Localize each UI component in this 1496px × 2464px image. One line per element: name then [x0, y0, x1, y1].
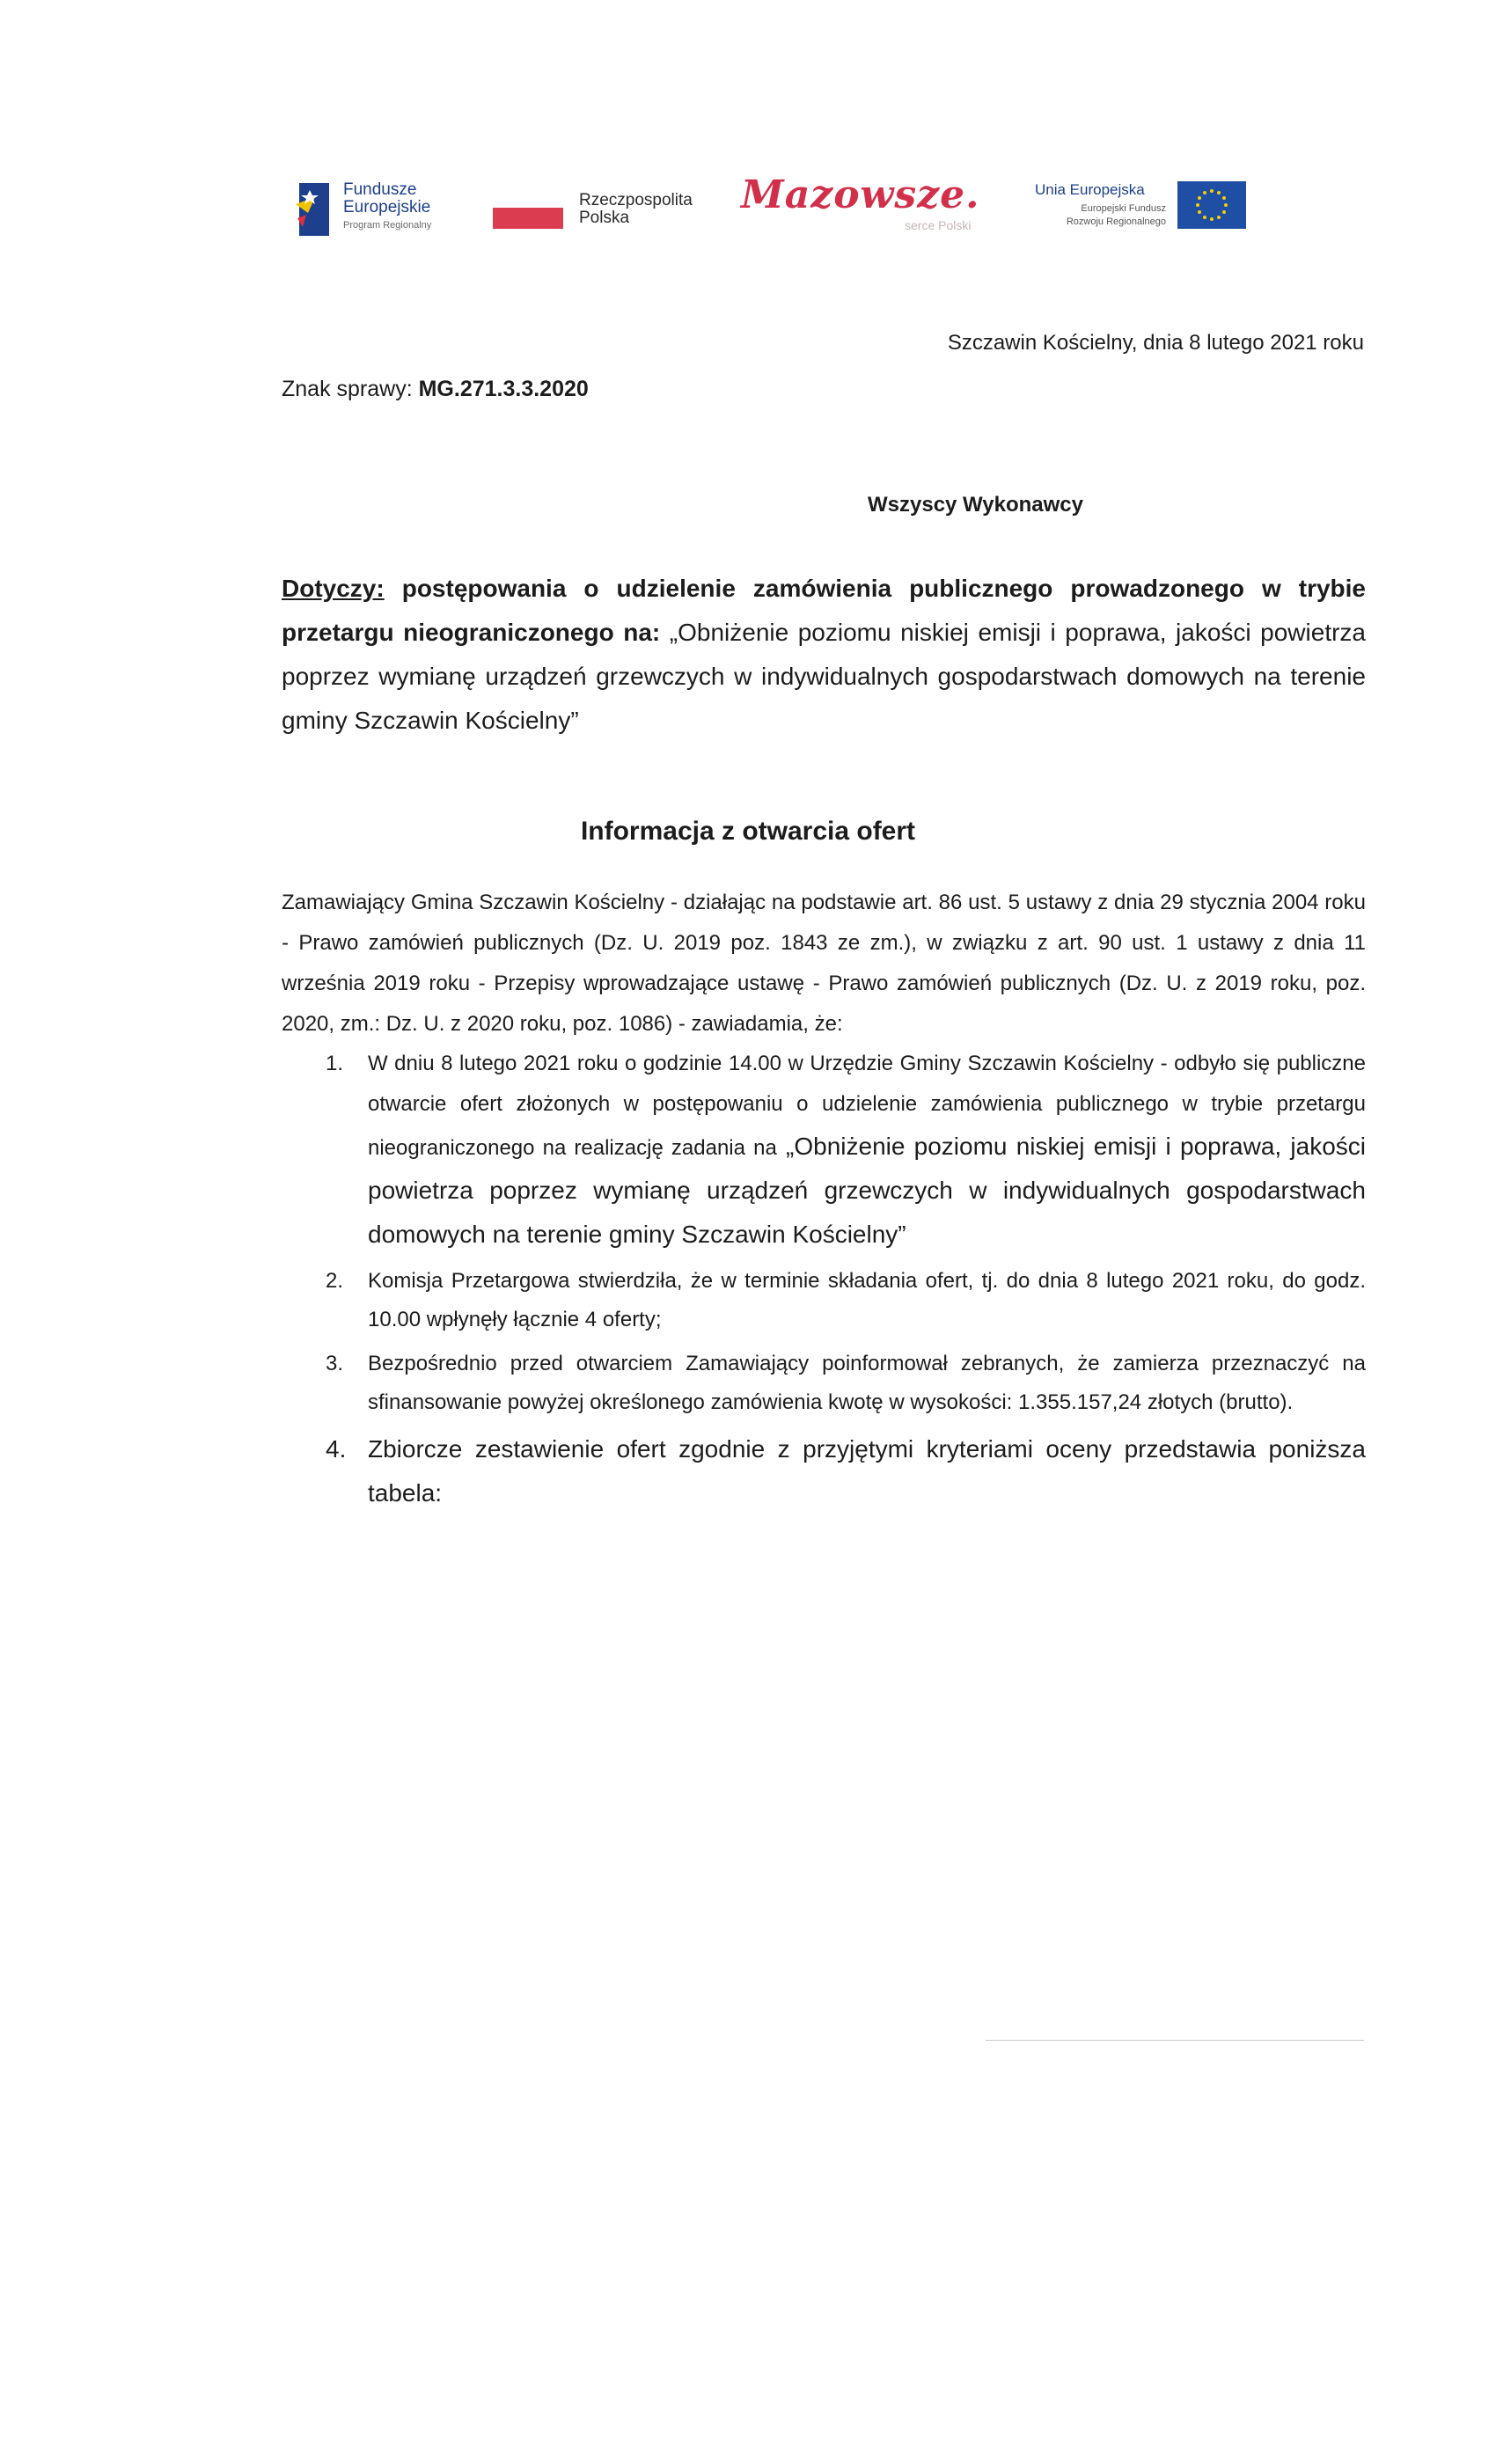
document-date: Szczawin Kościelny, dnia 8 lutego 2021 roku	[947, 331, 1364, 355]
list-item	[282, 1345, 1366, 1422]
rp-line2: Polska	[579, 209, 630, 227]
list-item	[282, 1427, 1366, 1515]
list-item-number: 2.	[326, 1269, 344, 1293]
fe-line2: Europejskie	[343, 198, 431, 216]
ue-line2: Europejski Fundusz	[1081, 203, 1166, 214]
mazowsze-tagline: serce Polski	[905, 218, 972, 232]
list-item-text: Bezpośrednio przed otwarciem Zamawiający poinformował zebranych, że zamierza przeznaczyć na sfinansowanie powyżej określonego zamówienia kwotę w wysokości: 1.355.157,24 złotych (brutto).	[368, 1352, 1366, 1414]
numbered-list	[282, 1044, 1366, 1515]
subject-label: Dotyczy:	[282, 575, 385, 602]
subject-text: „Obniżenie poziomu niskiej emisji i poprawa, jakości powietrza poprzez wymianę urządzeń grzewczych w indywidualnych gospodarstwach domowych na terenie gminy Szczawin Kościelny”	[282, 619, 1367, 734]
list-item-number: 4.	[326, 1435, 347, 1463]
list-item-number: 1.	[326, 1052, 344, 1075]
fundusze-europejskie-logo	[296, 174, 507, 245]
case-reference-number: MG.271.3.3.2020	[418, 377, 589, 401]
scan-artifact-line	[986, 2040, 1364, 2041]
case-reference	[282, 377, 589, 402]
unia-europejska-logo	[1030, 176, 1250, 238]
ue-line3: Rozwoju Regionalnego	[1066, 216, 1166, 227]
recipient: Wszyscy Wykonawcy	[868, 493, 1084, 517]
fe-line3: Program Regionalny	[343, 220, 432, 231]
list-item	[282, 1262, 1366, 1339]
polish-flag-icon	[493, 187, 563, 208]
eu-flag-icon	[1177, 181, 1246, 229]
polish-flag-red-stripe	[493, 208, 563, 229]
list-item	[282, 1044, 1366, 1257]
list-item-text-large: „Obniżenie poziomu niskiej emisji i poprawa, jakości powietrza poprzez wymianę urządzeń grzewczych w indywidualnych gospodarstwach domowych na terenie gminy Szczawin Kościelny”	[368, 1133, 1366, 1248]
subject-bold-text: postępowania o udzielenie zamówienia publicznego prowadzonego w trybie przetargu nieograniczonego na:	[282, 575, 1366, 646]
subject-paragraph	[282, 567, 1366, 743]
mazowsze-logo	[739, 172, 1003, 243]
mazowsze-wordmark: Mazowsze.	[741, 172, 980, 217]
fe-line1: Fundusze	[343, 180, 417, 199]
case-reference-label: Znak sprawy:	[282, 377, 419, 401]
list-item-text: Zbiorcze zestawienie ofert zgodnie z przyjętymi kryteriami oceny przedstawia poniższa tabela:	[368, 1435, 1366, 1507]
list-item-text: Komisja Przetargowa stwierdziła, że w terminie składania ofert, tj. do dnia 8 lutego 2021 roku, do godz. 10.00 wpłynęły łącznie 4 oferty;	[368, 1269, 1366, 1331]
list-item-number: 3.	[326, 1352, 344, 1375]
ue-line2-3	[1008, 202, 1166, 229]
rp-line1: Rzeczpospolita	[579, 191, 693, 209]
intro-paragraph: Zamawiający Gmina Szczawin Kościelny - działając na podstawie art. 86 ust. 5 ustawy z dnia 29 stycznia 2004 roku - Prawo zamówień publicznych (Dz. U. 2019 poz. 1843 ze zm.), w związku z art. 90 ust. 1 ustawy z dnia 11 września 2019 roku - Przepisy wprowadzające ustawę - Prawo zamówień publicznych (Dz. U. z 2019 roku, poz. 2020, zm.: Dz. U. z 2020 roku, poz. 1086) - zawiadamia, że:	[282, 891, 1366, 1036]
fe-star-flag-icon	[296, 178, 331, 239]
page-title: Informacja z otwarcia ofert	[580, 817, 916, 846]
list-item-text: W dniu 8 lutego 2021 roku o godzinie 14.00 w Urzędzie Gminy Szczawin Kościelny - odbyło się publiczne otwarcie ofert złożonych w postępowaniu o udzielenie zamówienia publicznego w trybie przetargu nieograniczonego na realizację zadania na	[368, 1052, 1366, 1160]
ue-line1: Unia Europejska	[1035, 181, 1145, 198]
rzeczpospolita-logo	[493, 187, 722, 239]
